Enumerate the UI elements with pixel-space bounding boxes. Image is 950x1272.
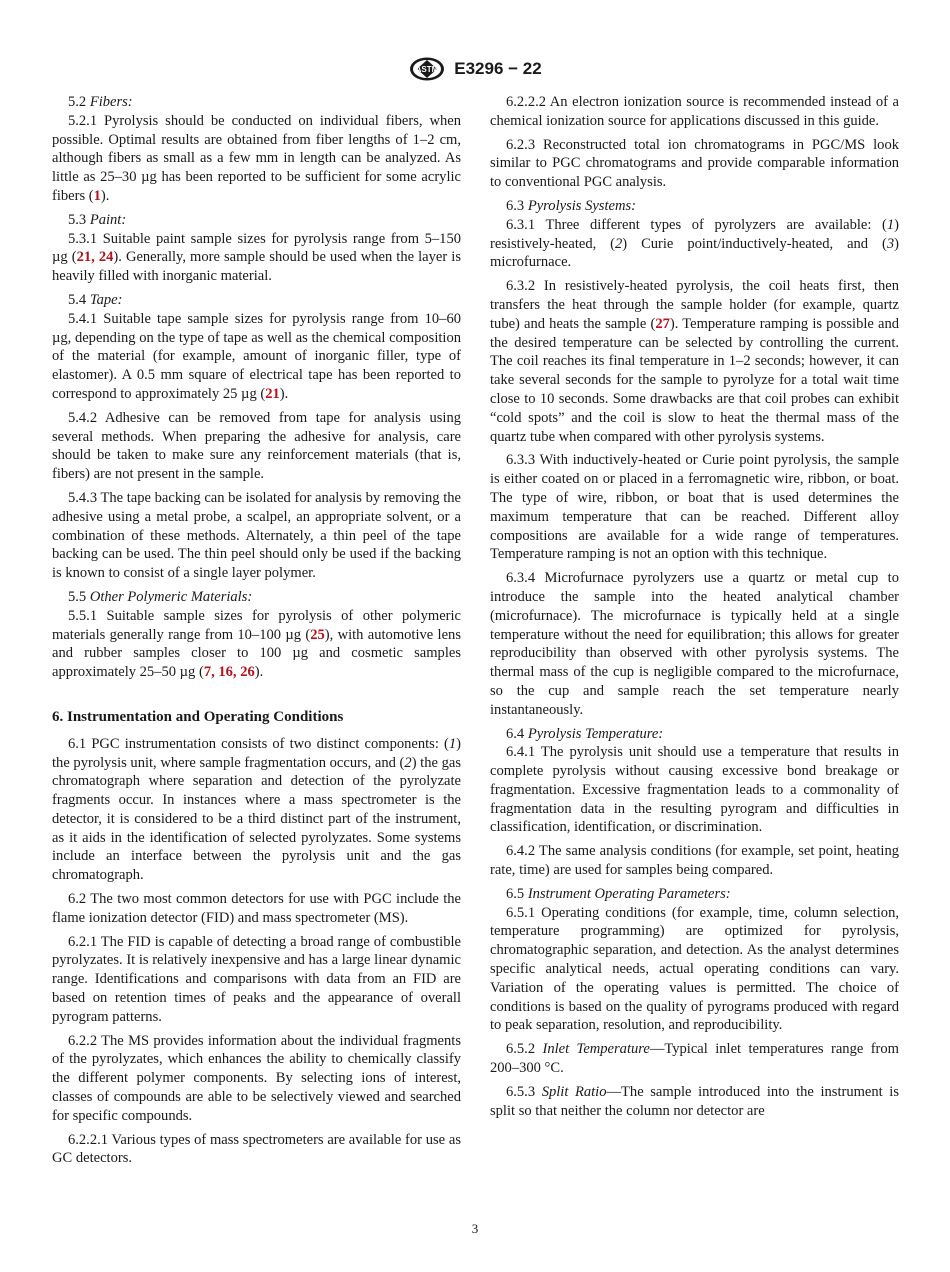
paragraph-6-3-2: 6.3.2 In resistively-heated pyrolysis, the coil heats first, then transfers the heat through the sample holder (for example, quartz tube) and heats the sample (27). Temperature ramping is possible and the desired temperature can be selected by controlling the current. The coil reaches its final temperature in 1–2 seconds; however, it can take several seconds for the sample to pyrolyze for a total wait time close to 10 seconds. Some drawbacks are that coil probes can exhibit “cold spots” and the coil is slow to heat the thermal mass of the quartz tube when compared with other pyrolysis systems. <box>490 278 899 445</box>
paragraph-6-2-2: 6.2.2 The MS provides information about the individual fragments of the pyrolyzates, which enhances the ability to chemically classify the different polymer components. By selecting ions of interest, classes of compounds are able to be selectively viewed and searched for specific compounds. <box>52 1032 461 1124</box>
paragraph-6-5-1: 6.5.1 Operating conditions (for example, time, column selection, temperature programming) are optimized for pyrolysis, chromatographic separation, and detection. As the analyst determines specific analytical needs, actual operating conditions can vary. Variation of the operating values is permitted. The choice of conditions is based on the quality of pyrograms produced with regard to peak separation, resolution, and reproducibility. <box>490 904 899 1034</box>
paragraph-5-5-1: 5.5.1 Suitable sample sizes for pyrolysis of other polymeric materials generally range from 10–100 µg (25), with automotive lens and rubber samples closer to 100 µg and cosmetic samples approximately 25–50 µg (7, 16, 26). <box>52 607 461 681</box>
section-5-4-heading: 5.4 Tape: <box>68 291 123 308</box>
right-column <box>490 93 899 1120</box>
section-6-5-heading: 6.5 Instrument Operating Parameters: <box>506 885 731 902</box>
paragraph-5-2-1: 5.2.1 Pyrolysis should be conducted on individual fibers, when possible. Optimal results are obtained from fiber lengths of 1–2 cm, although fibers as small as a few mm in length can be analyzed. As little as 25–30 µg has been reported to be sufficient for some acrylic fibers (1). <box>52 112 461 204</box>
paragraph-6-2-2-2: 6.2.2.2 An electron ionization source is recommended instead of a chemical ionization source for applications discussed in this guide. <box>490 94 899 129</box>
citation-link[interactable]: 21, 24 <box>76 249 114 266</box>
page-header <box>0 54 950 84</box>
paragraph-6-3-3: 6.3.3 With inductively-heated or Curie point pyrolysis, the sample is either coated on or placed in a ferromagnetic wire, ribbon, or boat. The type of wire, ribbon, or boat that is used determines the maximum temperature that can be reached. Different alloy compositions are available for a wide range of temperatures. Temperature ramping is not an option with this technique. <box>490 452 899 563</box>
paragraph-6-1: 6.1 PGC instrumentation consists of two distinct components: (1) the pyrolysis unit, where sample fragmentation occurs, and (2) the gas chromatograph where separation and detection of the pyrolyzate fragments occur. In instances where a mass spectrometer is the detector, it is considered to be a third distinct part of the instrument, as it aids in the identification of selected pyrolyzates. Some systems include an interface between the pyrolysis unit and the gas chromatograph. <box>52 735 462 884</box>
paragraph-5-4-1: 5.4.1 Suitable tape sample sizes for pyrolysis range from 10–60 µg, depending on the type of tape as well as the chemical composition of the material (for example, amount of inorganic filler, type of elastomer). A 0.5 mm square of electrical tape has been reported to correspond to approximately 25 µg (21). <box>52 310 461 402</box>
section-6-heading: 6. Instrumentation and Operating Conditions <box>52 708 344 725</box>
section-5-5-heading: 5.5 Other Polymeric Materials: <box>68 588 253 605</box>
document-designation: E3296 − 22 <box>454 59 542 78</box>
left-column <box>52 93 461 1168</box>
citation-link[interactable]: 26 <box>240 664 255 681</box>
paragraph-6-4-1: 6.4.1 The pyrolysis unit should use a temperature that results in complete pyrolysis without causing excessive bond breakage or fragmentation. Excessive fragmentation leads to a commonality of fragmentation data in the resulting pyrogram and difficulties in classification, identification, or discrimination. <box>490 744 899 836</box>
paragraph-6-4-2: 6.4.2 The same analysis conditions (for example, set point, heating rate, time) are used for samples being compared. <box>490 843 899 879</box>
paragraph-5-4-2: 5.4.2 Adhesive can be removed from tape for analysis using several methods. When preparing the adhesive for analysis, care should be taken to make sure any reinforcement materials (that is, fibers) are not present in the sample. <box>52 409 461 483</box>
citation-link[interactable]: 27 <box>655 315 670 332</box>
section-6-3-heading: 6.3 Pyrolysis Systems: <box>506 197 636 214</box>
astm-logo-icon <box>408 56 446 82</box>
section-5-2-heading: 5.2 Fibers: <box>68 94 133 110</box>
paragraph-6-2-1: 6.2.1 The FID is capable of detecting a broad range of combustible pyrolyzates. It is relatively inexpensive and has a large linear dynamic range. Identifications and comparisons with data from an FID are based on retention times of peaks and the appearance of overall pyrogram patterns. <box>52 933 461 1025</box>
paragraph-6-2: 6.2 The two most common detectors for use with PGC include the flame ionization detector (FID) and mass spectrometer (MS). <box>52 891 461 926</box>
paragraph-5-3-1: 5.3.1 Suitable paint sample sizes for pyrolysis range from 5–150 µg (21, 24). Generally, more sample should be used when the layer is heavily filled with inorganic material. <box>52 230 461 285</box>
paragraph-5-4-3: 5.4.3 The tape backing can be isolated for analysis by removing the adhesive using a metal probe, a scalpel, an appropriate solvent, or a combination of these methods. Alternately, a thin peel of the tape backing can be used. The thin peel should only be used if the backing is known to consist of a single layer polymer. <box>52 489 461 582</box>
paragraph-6-5-3: 6.5.3 Split Ratio—The sample introduced into the instrument is split so that neither the column nor detector are <box>490 1083 899 1119</box>
section-6-4-heading: 6.4 Pyrolysis Temperature: <box>506 725 664 742</box>
citation-link[interactable]: 21 <box>265 385 280 402</box>
paragraph-6-5-2: 6.5.2 Inlet Temperature—Typical inlet temperatures range from 200–300 °C. <box>490 1041 899 1077</box>
citation-link[interactable]: 16 <box>218 664 233 681</box>
page-number: 3 <box>471 1221 479 1236</box>
paragraph-6-2-3: 6.2.3 Reconstructed total ion chromatograms in PGC/MS look similar to PGC chromatograms and provide comparable information to conventional PGC analysis. <box>490 136 899 191</box>
citation-link[interactable]: 7 <box>203 664 212 681</box>
section-5-3-heading: 5.3 Paint: <box>68 211 127 228</box>
paragraph-6-2-2-1: 6.2.2.1 Various types of mass spectrometers are available for use as GC detectors. <box>52 1131 461 1167</box>
paragraph-6-3-4: 6.3.4 Microfurnace pyrolyzers use a quartz or metal cup to introduce the sample into the heated analytical chamber (microfurnace). The microfurnace is typically held at a single temperature without the need for equilibration; this allows for greater reproducibility than observed with other pyrolysis systems. The thermal mass of the cup is negligible compared to the microfurnace, so the cup and sample reach the set temperature nearly instantaneously. <box>490 570 899 718</box>
citation-link[interactable]: 1 <box>93 187 101 204</box>
citation-link[interactable]: 25 <box>310 626 325 643</box>
paragraph-6-3-1: 6.3.1 Three different types of pyrolyzers are available: (1) resistively-heated, (2) Curie point/inductively-heated, and (3) microfurnace. <box>490 216 900 271</box>
svg-text:ASTM: ASTM <box>415 65 439 74</box>
